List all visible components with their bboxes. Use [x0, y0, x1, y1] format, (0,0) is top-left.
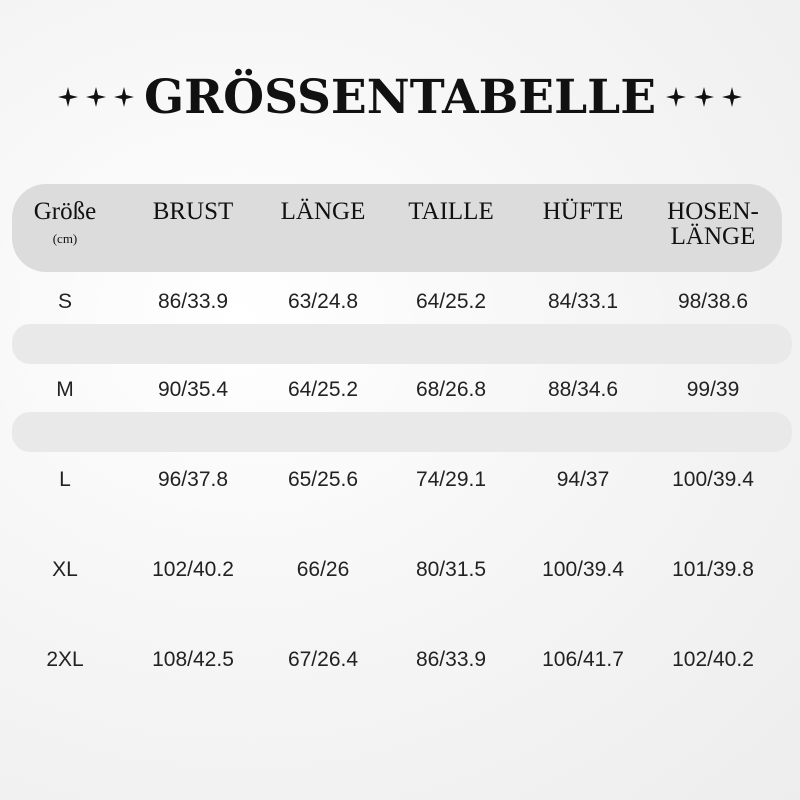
- page-title-bar: [0, 62, 800, 132]
- value-cell: 96/37.8: [157, 468, 229, 491]
- sparkle-icon: [114, 87, 134, 107]
- sparkle-icon: [722, 87, 742, 107]
- value-cell: 67/26.4: [287, 648, 359, 671]
- value-cell: 80/31.5: [415, 558, 487, 581]
- page-title: GRÖSSENTABELLE: [143, 69, 657, 125]
- sparkle-icon: [666, 87, 686, 107]
- value-cell: 63/24.8: [287, 290, 359, 313]
- sparkle-icon: [86, 87, 106, 107]
- row-separator-stripe: [12, 324, 792, 364]
- header-hosenlaenge: HOSEN- LÄNGE: [667, 198, 759, 250]
- value-cell: 108/42.5: [152, 648, 234, 671]
- table-row: [0, 640, 800, 680]
- size-cell: S: [57, 290, 72, 313]
- value-cell: 102/40.2: [672, 648, 754, 671]
- left-sparkles: [58, 87, 134, 107]
- header-size-label: Größe: [33, 198, 97, 225]
- size-cell: 2XL: [46, 648, 84, 671]
- header-laenge: LÄNGE: [280, 198, 366, 225]
- value-cell: 65/25.6: [287, 468, 359, 491]
- size-cell: L: [59, 468, 71, 491]
- row-separator-stripe: [12, 412, 792, 452]
- sparkle-icon: [58, 87, 78, 107]
- header-huefte: HÜFTE: [542, 198, 624, 225]
- value-cell: 64/25.2: [287, 378, 359, 401]
- table-row: [0, 282, 800, 322]
- value-cell: 66/26: [296, 558, 350, 581]
- header-taille: TAILLE: [408, 198, 494, 225]
- value-cell: 88/34.6: [547, 378, 619, 401]
- table-row: [0, 550, 800, 590]
- value-cell: 74/29.1: [415, 468, 487, 491]
- table-row: [0, 460, 800, 500]
- table-row: [0, 370, 800, 410]
- header-brust: BRUST: [152, 198, 234, 225]
- header-size: [0, 199, 130, 248]
- size-cell: M: [56, 378, 74, 401]
- value-cell: 99/39: [686, 378, 740, 401]
- value-cell: 64/25.2: [415, 290, 487, 313]
- value-cell: 84/33.1: [547, 290, 619, 313]
- size-cell: XL: [52, 558, 78, 581]
- value-cell: 98/38.6: [677, 290, 749, 313]
- value-cell: 86/33.9: [157, 290, 229, 313]
- value-cell: 100/39.4: [542, 558, 624, 581]
- value-cell: 101/39.8: [672, 558, 754, 581]
- header-size-unit: (cm): [52, 231, 78, 246]
- value-cell: 86/33.9: [415, 648, 487, 671]
- right-sparkles: [666, 87, 742, 107]
- value-cell: 90/35.4: [157, 378, 229, 401]
- value-cell: 68/26.8: [415, 378, 487, 401]
- sparkle-icon: [694, 87, 714, 107]
- value-cell: 100/39.4: [672, 468, 754, 491]
- value-cell: 102/40.2: [152, 558, 234, 581]
- value-cell: 94/37: [556, 468, 610, 491]
- value-cell: 106/41.7: [542, 648, 624, 671]
